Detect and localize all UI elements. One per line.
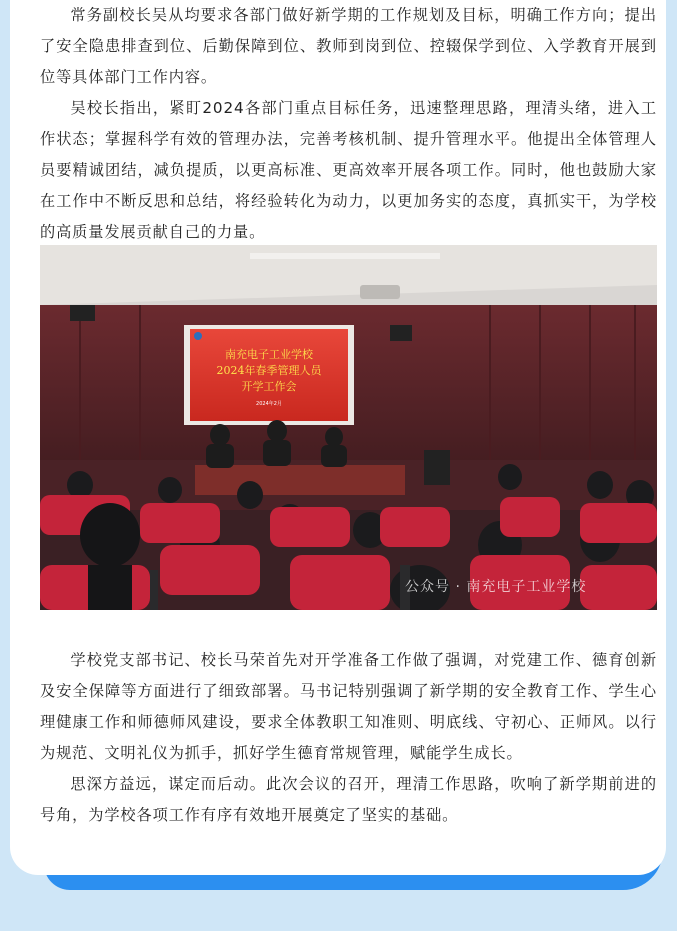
paragraph-4: 思深方益远，谋定而后动。此次会议的召开，理清工作思路，吹响了新学期前进的号角，为学校各项工作有序有效地开展奠定了坚实的基础。 xyxy=(40,775,657,824)
meeting-photo xyxy=(40,245,657,610)
article-card xyxy=(10,0,666,875)
screen-title-event: 2024年春季管理人员 xyxy=(216,364,322,377)
paragraph-3: 学校党支部书记、校长马荣首先对开学准备工作做了强调，对党建工作、德育创新及安全保障等方面进行了细致部署。马书记特别强调了新学期的安全教育工作、学生心理健康工作和师德师风建设，要求全体教职工知准则、明底线、守初心、正师风。以行为规范、文明礼仪为抓手，抓好学生德育常规管理，赋能学生成长。 xyxy=(40,651,657,762)
projector xyxy=(360,285,400,299)
speaker-left xyxy=(70,305,95,321)
paragraph-2: 吴校长指出，紧盯2024各部门重点目标任务，迅速整理思路，理清头绪，进入工作状态；掌握科学有效的管理办法，完善考核机制、提升管理水平。他提出全体管理人员要精诚团结，减负提质，以更高标准、更高效率开展各项工作。同时，他也鼓励大家在工作中不断反思和总结，将经验转化为动力，以更加务实的态度，真抓实干，为学校的高质量发展贡献自己的力量。 xyxy=(40,99,657,241)
paragraph-1: 常务副校长吴从均要求各部门做好新学期的工作规划及目标，明确工作方向；提出了安全隐患排查到位、后勤保障到位、教师到岗到位、控辍保学到位、入学教育开展到位等具体部门工作内容。 xyxy=(40,6,657,86)
lectern xyxy=(424,450,450,485)
screen-title-meeting: 开学工作会 xyxy=(241,380,297,393)
head-table xyxy=(195,465,405,495)
screen-title-school: 南充电子工业学校 xyxy=(225,348,313,361)
meeting-photo-illustration xyxy=(40,245,657,610)
watermark-text: 公众号 · 南充电子工业学校 xyxy=(405,579,587,595)
speaker-right xyxy=(390,325,412,341)
screen-date: 2024年2月 xyxy=(256,401,282,407)
